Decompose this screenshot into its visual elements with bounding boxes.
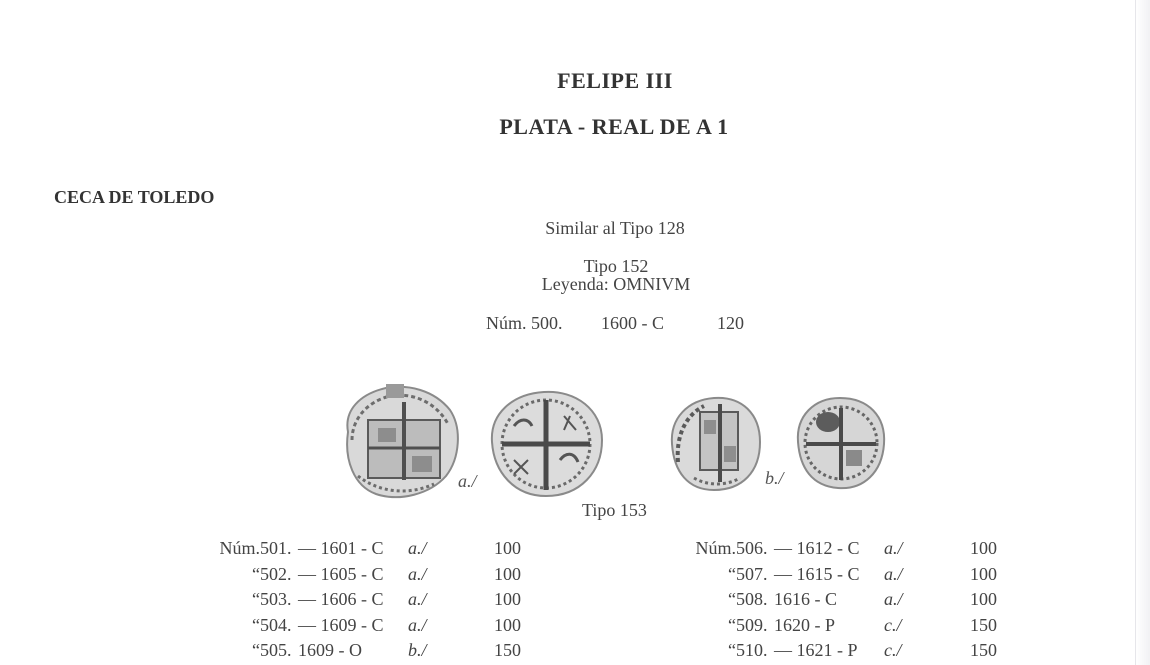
- coin-a-obverse-image: [338, 380, 464, 504]
- row-variant: a./: [408, 614, 427, 635]
- row-number: 509.: [736, 614, 768, 635]
- table-row: [686, 562, 1010, 588]
- page-title-king: FELIPE III: [557, 68, 673, 93]
- coin-b-obverse-image: [664, 392, 766, 496]
- row-number: 502.: [260, 563, 292, 584]
- row-value: 100: [494, 538, 521, 559]
- coin-b-reverse-image: [790, 392, 892, 494]
- type-152-label: Tipo 152: [583, 256, 649, 276]
- row-prefix: “: [728, 640, 736, 661]
- entry-500-date: 1600 - C: [601, 313, 664, 333]
- row-value: 150: [970, 614, 997, 635]
- row-prefix: Núm.: [695, 538, 736, 559]
- row-prefix: “: [728, 589, 736, 610]
- row-variant: a./: [408, 538, 427, 559]
- row-value: 100: [970, 589, 997, 610]
- row-prefix: “: [728, 563, 736, 584]
- row-value: 100: [970, 563, 997, 584]
- table-row: [210, 613, 534, 639]
- row-date: 1616 - C: [774, 589, 837, 610]
- entry-500-number: Núm. 500.: [486, 313, 563, 333]
- row-number: 508.: [736, 589, 768, 610]
- row-value: 100: [494, 563, 521, 584]
- mint-heading: CECA DE TOLEDO: [54, 187, 215, 207]
- table-row: [686, 638, 1010, 664]
- listing-right: [686, 536, 1010, 664]
- row-variant: a./: [884, 538, 903, 559]
- variant-a-label: a./: [458, 471, 477, 491]
- row-variant: b./: [408, 640, 427, 661]
- row-value: 100: [494, 614, 521, 635]
- row-number: 510.: [736, 640, 768, 661]
- row-prefix: “: [252, 640, 260, 661]
- row-number: 504.: [260, 614, 292, 635]
- row-variant: a./: [408, 589, 427, 610]
- row-date: — 1615 - C: [774, 563, 860, 584]
- row-date: 1609 - O: [298, 640, 362, 661]
- row-date: — 1609 - C: [298, 614, 384, 635]
- row-value: 100: [494, 589, 521, 610]
- listing-left: [210, 536, 534, 664]
- similar-type-note: Similar al Tipo 128: [545, 218, 685, 238]
- row-date: — 1606 - C: [298, 589, 384, 610]
- row-prefix: “: [252, 614, 260, 635]
- row-number: 506.: [736, 538, 768, 559]
- table-row: [686, 613, 1010, 639]
- row-value: 150: [970, 640, 997, 661]
- table-row: [210, 536, 534, 562]
- row-number: 507.: [736, 563, 768, 584]
- type-153-caption: Tipo 153: [582, 500, 647, 520]
- row-value: 100: [970, 538, 997, 559]
- row-variant: a./: [408, 563, 427, 584]
- table-row: [210, 562, 534, 588]
- row-date: — 1601 - C: [298, 538, 384, 559]
- table-row: [210, 587, 534, 613]
- row-date: 1620 - P: [774, 614, 836, 635]
- row-variant: a./: [884, 563, 903, 584]
- row-number: 505.: [260, 640, 292, 661]
- row-date: — 1621 - P: [774, 640, 858, 661]
- row-prefix: “: [728, 614, 736, 635]
- page-subtitle-denomination: PLATA - REAL DE A 1: [499, 114, 729, 139]
- row-variant: a./: [884, 589, 903, 610]
- entry-500-value: 120: [717, 313, 744, 333]
- row-date: — 1612 - C: [774, 538, 860, 559]
- row-number: 503.: [260, 589, 292, 610]
- coin-a-reverse-image: [484, 386, 608, 502]
- row-date: — 1605 - C: [298, 563, 384, 584]
- row-variant: c./: [884, 614, 902, 635]
- type-152-legend: Leyenda: OMNIVM: [541, 274, 691, 294]
- page-edge-shadow: [1135, 0, 1150, 665]
- row-variant: c./: [884, 640, 902, 661]
- variant-b-label: b./: [765, 468, 784, 488]
- table-row: [686, 587, 1010, 613]
- row-number: 501.: [260, 538, 292, 559]
- table-row: [210, 638, 534, 664]
- row-prefix: Núm.: [219, 538, 260, 559]
- row-prefix: “: [252, 563, 260, 584]
- row-prefix: “: [252, 589, 260, 610]
- table-row: [686, 536, 1010, 562]
- row-value: 150: [494, 640, 521, 661]
